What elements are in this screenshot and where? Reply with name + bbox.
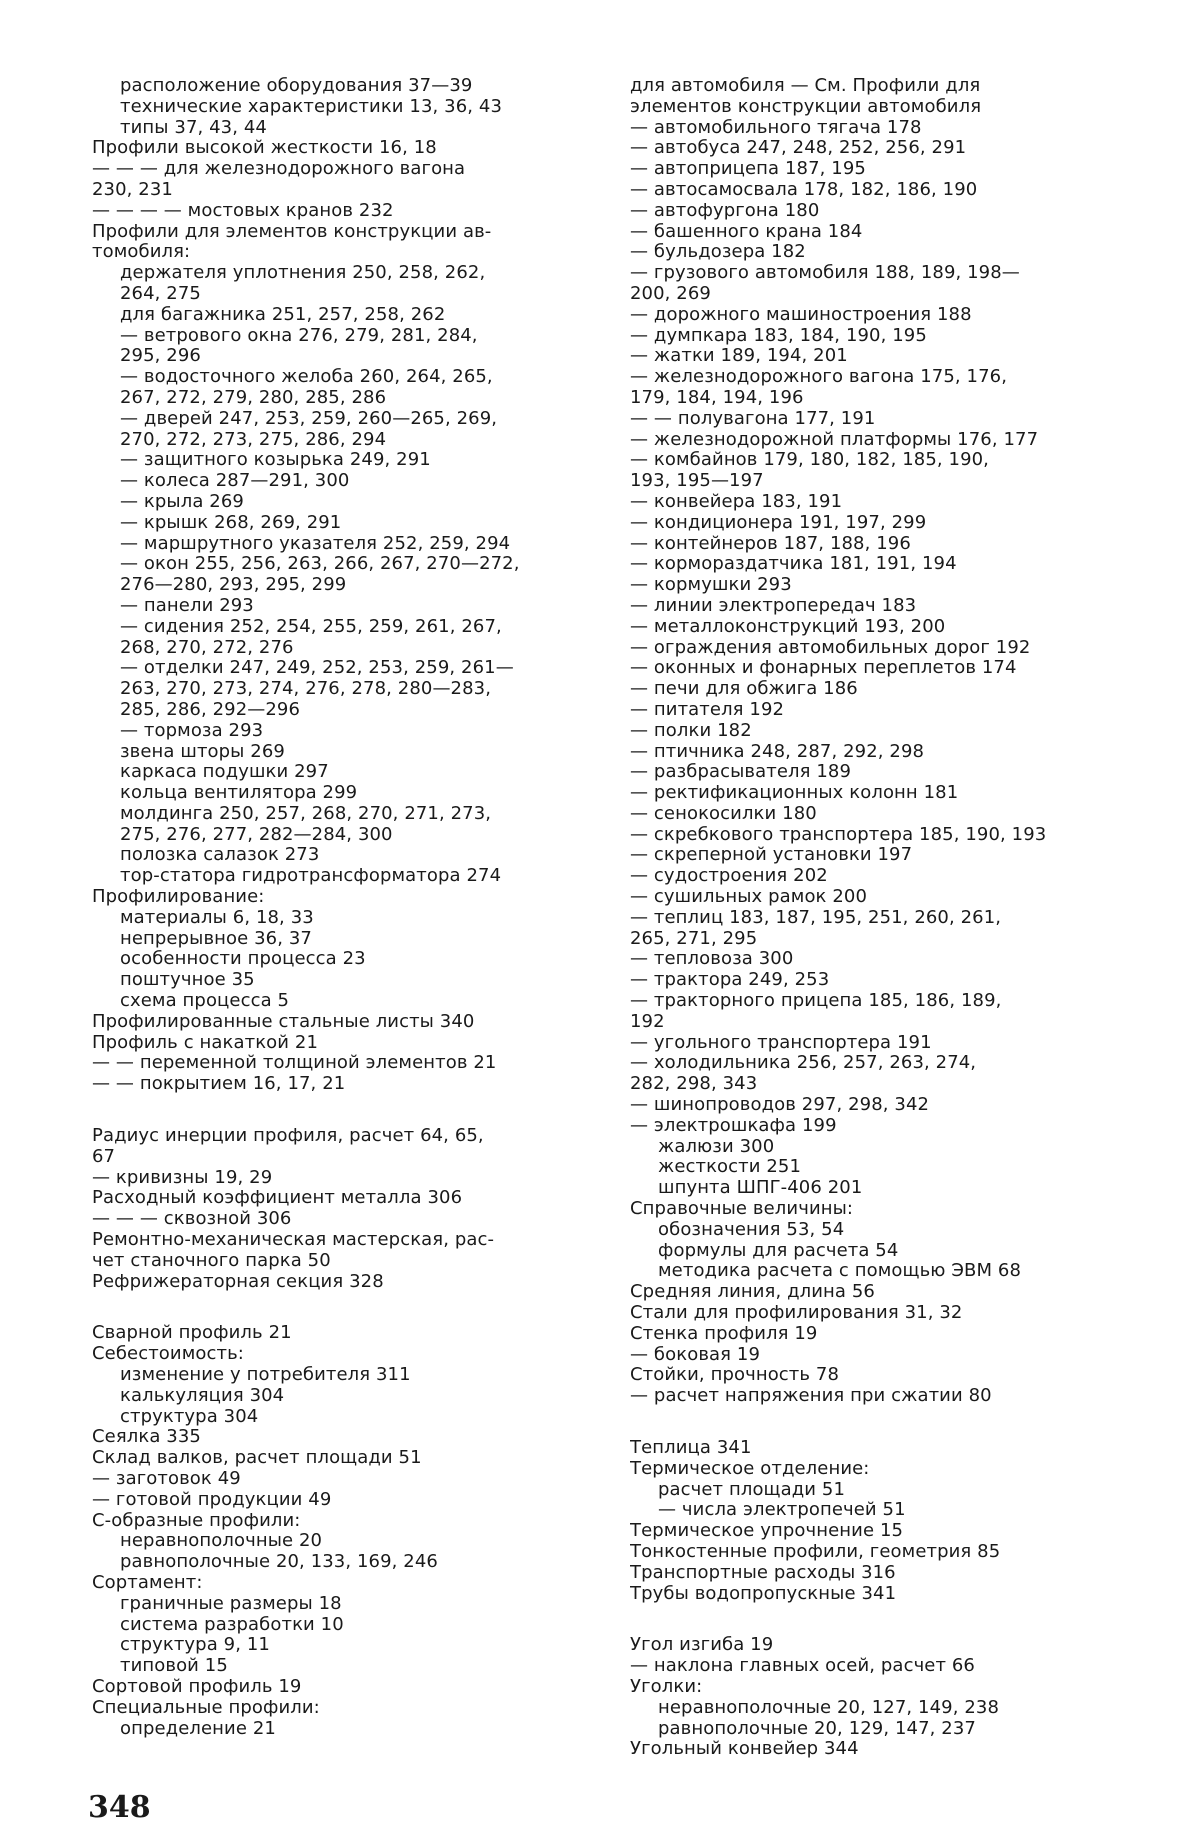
index-entry: Средняя линия, длина 56 xyxy=(630,1282,875,1303)
index-entry: звена шторы 269 xyxy=(120,741,285,762)
index-entry: — колеса 287—291, 300 xyxy=(120,471,350,492)
index-entry: Транспортные расходы 316 xyxy=(630,1562,896,1583)
index-entry: поштучное 35 xyxy=(120,970,255,991)
index-entry: — маршрутного указателя 252, 259, 294 xyxy=(120,533,511,554)
index-entry: Тонкостенные профили, геометрия 85 xyxy=(630,1541,1001,1562)
index-entry: — отделки 247, 249, 252, 253, 259, 261— xyxy=(120,658,514,679)
index-entry: Специальные профили: xyxy=(92,1697,320,1718)
index-entry: шпунта ШПГ-406 201 xyxy=(658,1178,863,1199)
index-entry: — оконных и фонарных переплетов 174 xyxy=(630,658,1017,679)
index-entry: 265, 271, 295 xyxy=(630,928,758,949)
index-entry: — — покрытием 16, 17, 21 xyxy=(92,1074,346,1095)
index-entry: тор-статора гидротрансформатора 274 xyxy=(120,866,502,887)
index-entry: 295, 296 xyxy=(120,346,201,367)
index-entry: 282, 298, 343 xyxy=(630,1074,758,1095)
index-entry: типовой 15 xyxy=(120,1656,228,1677)
index-entry: — защитного козырька 249, 291 xyxy=(120,450,431,471)
index-entry: — кондиционера 191, 197, 299 xyxy=(630,512,927,533)
index-entry: жесткости 251 xyxy=(658,1157,802,1178)
index-entry: схема процесса 5 xyxy=(120,991,290,1012)
index-entry: Себестоимость: xyxy=(92,1344,244,1365)
index-entry: непрерывное 36, 37 xyxy=(120,928,312,949)
index-entry: Сортовой профиль 19 xyxy=(92,1676,302,1697)
index-entry: — питателя 192 xyxy=(630,699,785,720)
index-entry: — жатки 189, 194, 201 xyxy=(630,346,848,367)
index-entry: — расчет напряжения при сжатии 80 xyxy=(630,1386,992,1407)
index-entry: Радиус инерции профиля, расчет 64, 65, xyxy=(92,1126,484,1147)
index-entry: расчет площади 51 xyxy=(658,1479,846,1500)
index-entry: элементов конструкции автомобиля xyxy=(630,96,982,117)
index-entry: — железнодорожного вагона 175, 176, xyxy=(630,367,1008,388)
index-entry: Теплица 341 xyxy=(630,1438,752,1458)
index-entry: — думпкара 183, 184, 190, 195 xyxy=(630,325,927,346)
index-entry: расположение оборудования 37—39 xyxy=(120,76,473,96)
index-column-right xyxy=(630,76,1120,1760)
index-entry: жалюзи 300 xyxy=(658,1136,775,1157)
index-column-left xyxy=(92,76,582,1739)
index-entry: технические характеристики 13, 36, 43 xyxy=(120,96,503,117)
index-entry: — ограждения автомобильных дорог 192 xyxy=(630,637,1031,658)
index-entry: — железнодорожной платформы 176, 177 xyxy=(630,429,1039,450)
index-entry: структура 304 xyxy=(120,1406,259,1427)
index-entry: — — полувагона 177, 191 xyxy=(630,408,876,429)
index-entry: — заготовок 49 xyxy=(92,1469,241,1489)
index-entry: — контейнеров 187, 188, 196 xyxy=(630,533,911,554)
index-entry: — шинопроводов 297, 298, 342 xyxy=(630,1095,930,1116)
index-entry: — водосточного желоба 260, 264, 265, xyxy=(120,367,493,388)
index-entry: 268, 270, 272, 276 xyxy=(120,637,294,658)
index-entry: — — переменной толщиной элементов 21 xyxy=(92,1053,497,1074)
index-entry: для багажника 251, 257, 258, 262 xyxy=(120,304,446,325)
index-entry: — бульдозера 182 xyxy=(630,242,806,263)
index-entry: неравнополочные 20 xyxy=(120,1531,323,1552)
index-entry: 267, 272, 279, 280, 285, 286 xyxy=(120,387,387,408)
index-entry: Стенка профиля 19 xyxy=(630,1323,818,1344)
index-entry: — автофургона 180 xyxy=(630,200,820,221)
index-entry: — автоприцепа 187, 195 xyxy=(630,159,866,180)
index-entry: молдинга 250, 257, 268, 270, 271, 273, xyxy=(120,803,492,824)
index-entry: 276—280, 293, 295, 299 xyxy=(120,575,347,596)
index-entry: калькуляция 304 xyxy=(120,1385,285,1406)
index-entry: Справочные величины: xyxy=(630,1199,854,1220)
index-entry: Уголки: xyxy=(630,1676,703,1697)
index-entry: — тепловоза 300 xyxy=(630,949,794,970)
index-entry: — крышк 268, 269, 291 xyxy=(120,512,342,533)
index-entry: чет станочного парка 50 xyxy=(92,1250,331,1271)
index-entry: — комбайнов 179, 180, 182, 185, 190, xyxy=(630,450,990,471)
index-entry: Термическое отделение: xyxy=(630,1458,870,1479)
index-entry: каркаса подушки 297 xyxy=(120,762,329,783)
index-entry: 193, 195—197 xyxy=(630,471,764,492)
index-entry: Угольный конвейер 344 xyxy=(630,1739,859,1760)
index-entry: — грузового автомобиля 188, 189, 198— xyxy=(630,263,1020,284)
index-entry: Сортамент: xyxy=(92,1572,203,1593)
index-entry: равнополочные 20, 133, 169, 246 xyxy=(120,1552,438,1573)
index-entry: Стали для профилирования 31, 32 xyxy=(630,1303,963,1324)
index-entry: — сенокосилки 180 xyxy=(630,803,817,824)
index-entry: изменение у потребителя 311 xyxy=(120,1365,411,1386)
index-entry: — дорожного машиностроения 188 xyxy=(630,304,972,325)
index-entry: — наклона главных осей, расчет 66 xyxy=(630,1656,975,1677)
index-entry: — металлоконструкций 193, 200 xyxy=(630,616,946,637)
index-entry: структура 9, 11 xyxy=(120,1635,270,1656)
index-entry: Сеялка 335 xyxy=(92,1427,201,1448)
index-entry: — — — — мостовых кранов 232 xyxy=(92,200,394,221)
index-entry: Профили высокой жесткости 16, 18 xyxy=(92,138,437,159)
index-entry: — ветрового окна 276, 279, 281, 284, xyxy=(120,325,478,346)
index-entry: — дверей 247, 253, 259, 260—265, 269, xyxy=(120,408,498,429)
index-entry: — сушильных рамок 200 xyxy=(630,887,868,908)
index-entry: — крыла 269 xyxy=(120,491,244,512)
index-entry: томобиля: xyxy=(92,242,191,263)
index-entry: определение 21 xyxy=(120,1718,276,1739)
index-entry: Трубы водопропускные 341 xyxy=(630,1583,897,1604)
index-entry: равнополочные 20, 129, 147, 237 xyxy=(658,1718,976,1739)
index-entry: неравнополочные 20, 127, 149, 238 xyxy=(658,1697,1000,1718)
index-entry: 179, 184, 194, 196 xyxy=(630,387,804,408)
index-entry: — конвейера 183, 191 xyxy=(630,491,843,512)
index-entry: 275, 276, 277, 282—284, 300 xyxy=(120,824,393,845)
index-entry: — угольного транспортера 191 xyxy=(630,1032,932,1053)
page-number: 348 xyxy=(88,1790,151,1825)
index-entry: Угол изгиба 19 xyxy=(630,1635,774,1656)
index-entry: — трактора 249, 253 xyxy=(630,970,830,991)
index-entry: — судостроения 202 xyxy=(630,866,828,887)
index-entry: — птичника 248, 287, 292, 298 xyxy=(630,741,925,762)
index-entry: — полки 182 xyxy=(630,720,752,741)
index-entry: особенности процесса 23 xyxy=(120,949,366,970)
index-entry: 264, 275 xyxy=(120,283,201,304)
index-entry: — башенного крана 184 xyxy=(630,221,863,242)
index-entry: материалы 6, 18, 33 xyxy=(120,907,314,928)
index-entry: Профилирование: xyxy=(92,887,265,908)
index-entry: Склад валков, расчет площади 51 xyxy=(92,1448,422,1469)
index-entry: — — — для железнодорожного вагона xyxy=(92,159,466,180)
index-entry: формулы для расчета 54 xyxy=(658,1240,899,1261)
index-entry: Рефрижераторная секция 328 xyxy=(92,1271,384,1292)
index-entry: — электрошкафа 199 xyxy=(630,1115,837,1136)
index-entry: — холодильника 256, 257, 263, 274, xyxy=(630,1053,977,1074)
index-entry: типы 37, 43, 44 xyxy=(120,117,267,138)
index-entry: — тракторного прицепа 185, 186, 189, xyxy=(630,991,1002,1012)
index-entry: 263, 270, 273, 274, 276, 278, 280—283, xyxy=(120,679,492,700)
index-entry: Сварной профиль 21 xyxy=(92,1323,292,1344)
index-entry: полозка салазок 273 xyxy=(120,845,320,866)
index-entry: — тормоза 293 xyxy=(120,720,264,741)
index-entry: Профиль с накаткой 21 xyxy=(92,1032,319,1053)
index-entry: Термическое упрочнение 15 xyxy=(630,1521,904,1542)
index-entry: — автобуса 247, 248, 252, 256, 291 xyxy=(630,138,967,159)
index-entry: 230, 231 xyxy=(92,179,173,200)
index-entry: — линии электропередач 183 xyxy=(630,595,917,616)
index-entry: граничные размеры 18 xyxy=(120,1593,342,1614)
index-entry: — кормораздатчика 181, 191, 194 xyxy=(630,554,957,575)
index-entry: обозначения 53, 54 xyxy=(658,1219,845,1240)
index-entry: — печи для обжига 186 xyxy=(630,679,858,700)
index-entry: 67 xyxy=(92,1146,116,1167)
index-entry: — панели 293 xyxy=(120,595,254,616)
index-entry: — боковая 19 xyxy=(630,1344,761,1365)
index-entry: — разбрасывателя 189 xyxy=(630,762,852,783)
index-entry: — готовой продукции 49 xyxy=(92,1489,332,1510)
index-entry: — кормушки 293 xyxy=(630,575,792,596)
index-entry: Профили для элементов конструкции ав- xyxy=(92,221,492,242)
index-entry: для автомобиля — См. Профили для xyxy=(630,76,981,96)
index-entry: 285, 286, 292—296 xyxy=(120,699,301,720)
index-entry: — ректификационных колонн 181 xyxy=(630,783,959,804)
index-entry: кольца вентилятора 299 xyxy=(120,783,358,804)
index-entry: Профилированные стальные листы 340 xyxy=(92,1011,475,1032)
index-entry: 270, 272, 273, 275, 286, 294 xyxy=(120,429,387,450)
index-entry: Ремонтно-механическая мастерская, рас- xyxy=(92,1230,495,1251)
index-entry: С-образные профили: xyxy=(92,1510,301,1531)
index-entry: Стойки, прочность 78 xyxy=(630,1365,840,1386)
index-entry: — сидения 252, 254, 255, 259, 261, 267, xyxy=(120,616,502,637)
index-entry: — автомобильного тягача 178 xyxy=(630,117,922,138)
index-entry: — окон 255, 256, 263, 266, 267, 270—272, xyxy=(120,554,520,575)
index-entry: — — — сквозной 306 xyxy=(92,1209,292,1230)
index-entry: методика расчета с помощью ЭВМ 68 xyxy=(658,1261,1022,1282)
index-entry: — автосамосвала 178, 182, 186, 190 xyxy=(630,179,978,200)
index-entry: — числа электропечей 51 xyxy=(658,1500,906,1521)
index-entry: 200, 269 xyxy=(630,283,711,304)
index-entry: — теплиц 183, 187, 195, 251, 260, 261, xyxy=(630,907,1002,928)
index-entry: — кривизны 19, 29 xyxy=(92,1167,273,1188)
index-entry: 192 xyxy=(630,1011,665,1032)
index-entry: — скребкового транспортера 185, 190, 193 xyxy=(630,824,1047,845)
index-entry: — скреперной установки 197 xyxy=(630,845,913,866)
index-entry: держателя уплотнения 250, 258, 262, xyxy=(120,263,486,284)
index-entry: система разработки 10 xyxy=(120,1614,344,1635)
index-entry: Расходный коэффициент металла 306 xyxy=(92,1188,463,1209)
